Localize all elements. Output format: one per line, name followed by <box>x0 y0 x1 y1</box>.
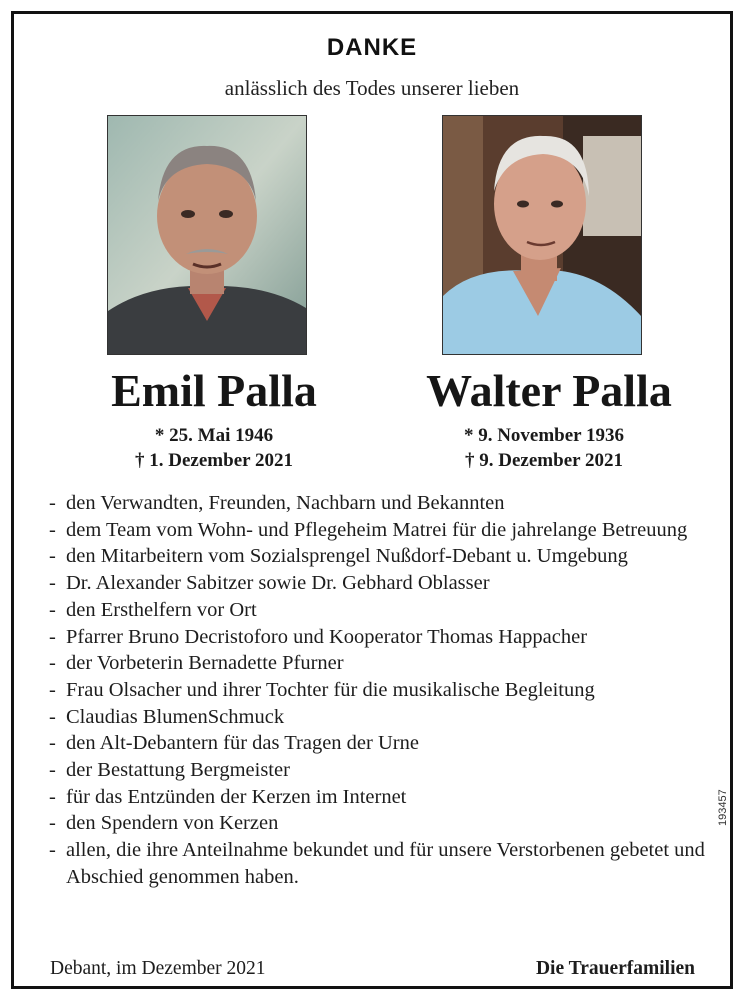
name-walter: Walter Palla <box>426 365 672 416</box>
list-item: - dem Team vom Wohn- und Pflegeheim Matrei für die jahrelange Betreuung <box>48 517 708 544</box>
list-item: - den Mitarbeitern vom Sozialsprengel Nußdorf-Debant u. Umgebung <box>48 543 708 570</box>
list-item: - den Verwandten, Freunden, Nachbarn und Bekannten <box>48 490 708 517</box>
thanks-list <box>48 490 708 891</box>
death-date-walter: † 9. Dezember 2021 <box>465 450 623 471</box>
death-date-emil: † 1. Dezember 2021 <box>135 450 293 471</box>
list-item: - den Ersthelfern vor Ort <box>48 597 708 624</box>
notice-title: DANKE <box>326 34 418 61</box>
portrait-photo-emil <box>107 115 307 355</box>
portrait-photo-walter <box>442 115 642 355</box>
list-item: - Dr. Alexander Sabitzer sowie Dr. Gebhard Oblasser <box>48 570 708 597</box>
list-item: - den Spendern von Kerzen <box>48 810 708 837</box>
signature: Die Trauerfamilien <box>535 958 695 979</box>
list-item: - für das Entzünden der Kerzen im Internet <box>48 784 708 811</box>
list-item: - Claudias BlumenSchmuck <box>48 704 708 731</box>
list-item: - Frau Olsacher und ihrer Tochter für die musikalische Begleitung <box>48 677 708 704</box>
notice-subtitle: anlässlich des Todes unserer lieben <box>224 76 520 100</box>
list-item: - allen, die ihre Anteilnahme bekundet und für unsere Verstorbenen gebetet und Abschied genommen haben. <box>48 837 708 890</box>
ad-code: 193457 <box>717 789 729 826</box>
list-item: - den Alt-Debantern für das Tragen der Urne <box>48 730 708 757</box>
name-emil: Emil Palla <box>111 365 317 416</box>
place-date: Debant, im Dezember 2021 <box>50 958 266 979</box>
list-item: - der Bestattung Bergmeister <box>48 757 708 784</box>
birth-date-walter: * 9. November 1936 <box>463 425 625 446</box>
list-item: - der Vorbeterin Bernadette Pfurner <box>48 650 708 677</box>
birth-date-emil: * 25. Mai 1946 <box>154 425 274 446</box>
list-item: - Pfarrer Bruno Decristoforo und Kooperator Thomas Happacher <box>48 624 708 651</box>
notice-frame <box>11 11 733 989</box>
